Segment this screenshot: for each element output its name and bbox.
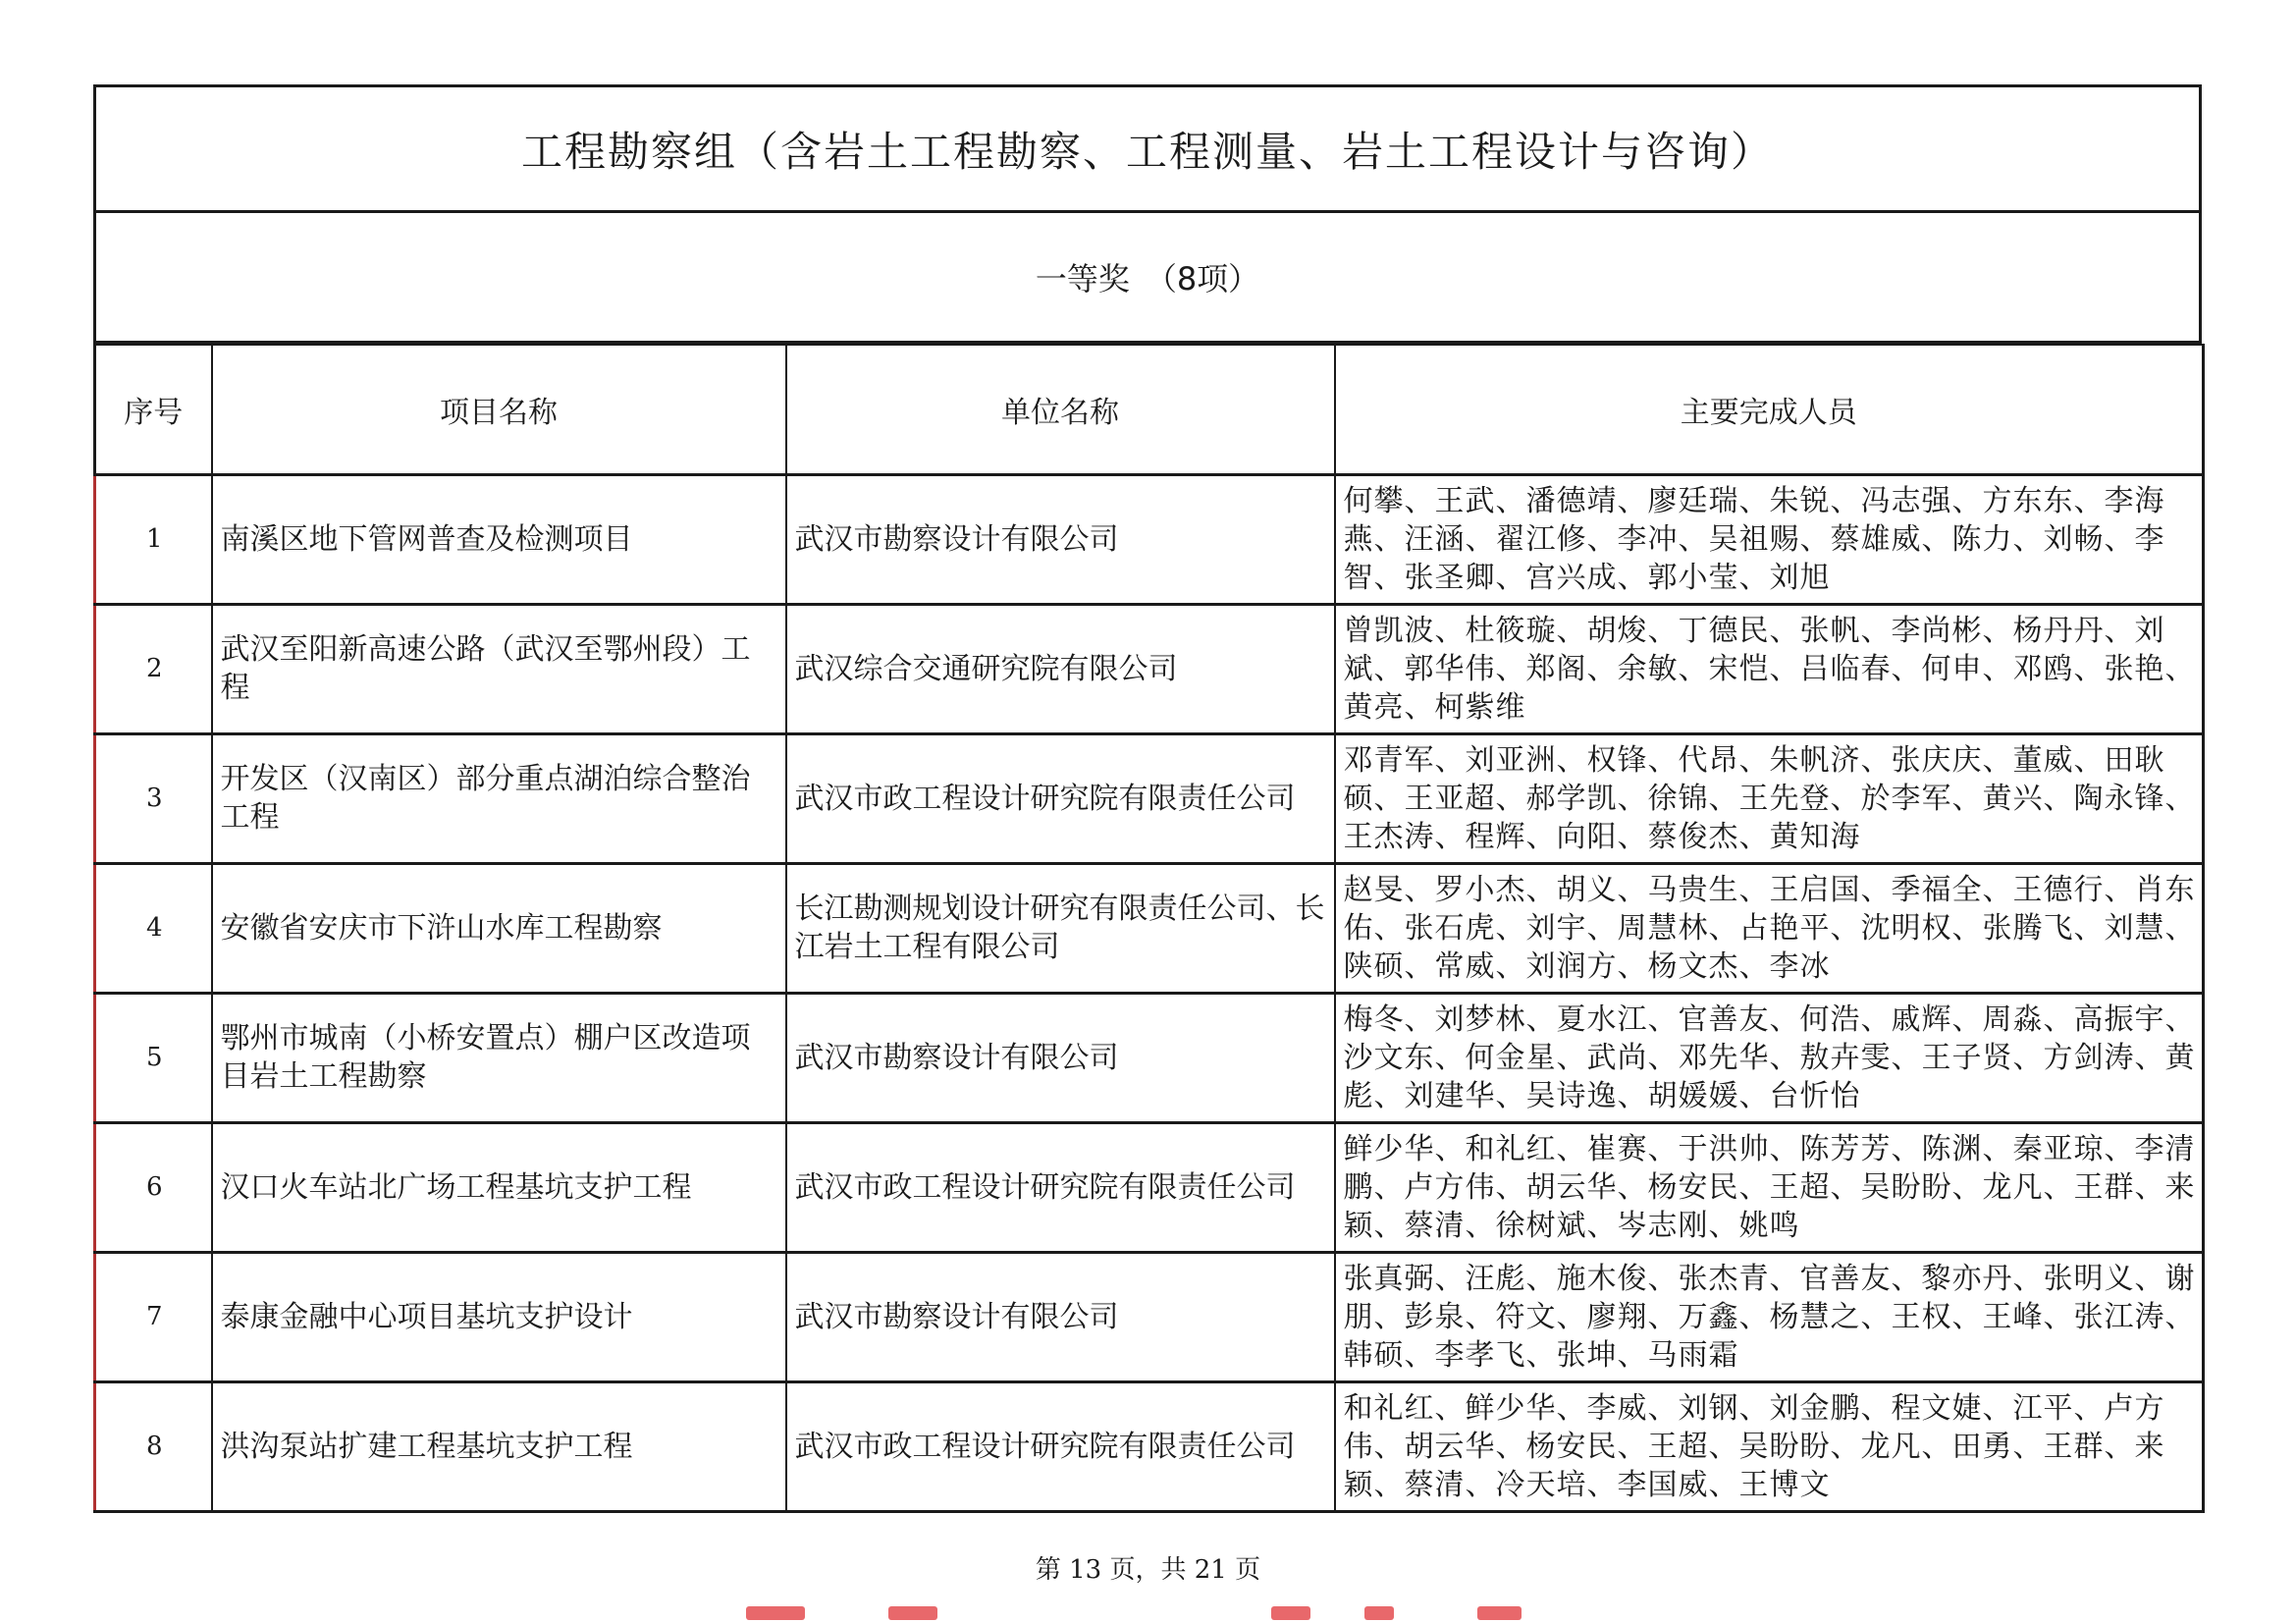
row-number: 5 xyxy=(95,993,212,1122)
award-level-label: 一等奖 （8项） xyxy=(1035,260,1260,298)
main-personnel: 和礼红、鲜少华、李威、刘钢、刘金鹏、程文婕、江平、卢方伟、胡云华、杨安民、王超、吴盼盼、龙凡、田勇、王群、来颖、蔡清、冷天培、李国威、王博文 xyxy=(1335,1381,2204,1511)
row-number: 7 xyxy=(95,1252,212,1381)
project-name: 鄂州市城南（小桥安置点）棚户区改造项目岩土工程勘察 xyxy=(212,993,786,1122)
main-personnel: 张真弼、汪彪、施木俊、张杰青、官善友、黎亦丹、张明义、谢朋、彭泉、符文、廖翔、万鑫、杨慧之、王权、王峰、张江涛、韩硕、李孝飞、张坤、马雨霜 xyxy=(1335,1252,2204,1381)
table-row xyxy=(95,1252,2204,1381)
column-header-unit: 单位名称 xyxy=(786,345,1335,474)
table-header-row xyxy=(95,345,2204,474)
unit-name: 武汉市政工程设计研究院有限责任公司 xyxy=(786,1122,1335,1252)
red-stamp-fragments xyxy=(0,1606,2296,1623)
unit-name: 武汉市政工程设计研究院有限责任公司 xyxy=(786,733,1335,863)
main-personnel: 梅冬、刘梦林、夏水江、官善友、何浩、戚辉、周淼、高振宇、沙文东、何金星、武尚、邓先华、敖卉雯、王子贤、方剑涛、黄彪、刘建华、吴诗逸、胡媛媛、台忻怡 xyxy=(1335,993,2204,1122)
project-name: 洪沟泵站扩建工程基坑支护工程 xyxy=(212,1381,786,1511)
row-number: 8 xyxy=(95,1381,212,1511)
stamp-mark xyxy=(1364,1606,1394,1620)
project-name: 泰康金融中心项目基坑支护设计 xyxy=(212,1252,786,1381)
awards-table xyxy=(93,344,2205,1513)
unit-name: 武汉市勘察设计有限公司 xyxy=(786,1252,1335,1381)
row-number: 6 xyxy=(95,1122,212,1252)
project-name: 武汉至阳新高速公路（武汉至鄂州段）工程 xyxy=(212,604,786,733)
unit-name: 长江勘测规划设计研究有限责任公司、长江岩土工程有限公司 xyxy=(786,863,1335,993)
stamp-mark xyxy=(1271,1606,1310,1620)
main-personnel: 邓青军、刘亚洲、权锋、代昂、朱帆济、张庆庆、董威、田耿硕、王亚超、郝学凯、徐锦、王先登、於李军、黄兴、陶永锋、王杰涛、程辉、向阳、蔡俊杰、黄知海 xyxy=(1335,733,2204,863)
unit-name: 武汉市政工程设计研究院有限责任公司 xyxy=(786,1381,1335,1511)
page-number-footer: 第 13 页，共 21 页 xyxy=(1035,1555,1261,1585)
main-personnel: 赵旻、罗小杰、胡义、马贵生、王启国、季福全、王德行、肖东佑、张石虎、刘宇、周慧林、占艳平、沈明权、张腾飞、刘慧、陕硕、常威、刘润方、杨文杰、李冰 xyxy=(1335,863,2204,993)
unit-name: 武汉市勘察设计有限公司 xyxy=(786,993,1335,1122)
main-personnel: 何攀、王武、潘德靖、廖廷瑞、朱锐、冯志强、方东东、李海燕、汪涵、翟江修、李冲、吴祖赐、蔡雄威、陈力、刘畅、李智、张圣卿、宫兴成、郭小莹、刘旭 xyxy=(1335,474,2204,604)
table-row xyxy=(95,993,2204,1122)
row-number: 1 xyxy=(95,474,212,604)
column-header-no: 序号 xyxy=(95,345,212,474)
unit-name: 武汉市勘察设计有限公司 xyxy=(786,474,1335,604)
main-personnel: 曾凯波、杜筱璇、胡焌、丁德民、张帆、李尚彬、杨丹丹、刘斌、郭华伟、郑阁、余敏、宋恺、吕临春、何申、邓鸥、张艳、黄亮、柯紫维 xyxy=(1335,604,2204,733)
award-table-sheet xyxy=(93,84,2202,1513)
award-level-row xyxy=(93,213,2202,344)
column-header-people: 主要完成人员 xyxy=(1335,345,2204,474)
table-row xyxy=(95,1122,2204,1252)
table-row xyxy=(95,1381,2204,1511)
project-name: 安徽省安庆市下浒山水库工程勘察 xyxy=(212,863,786,993)
table-row xyxy=(95,604,2204,733)
unit-name: 武汉综合交通研究院有限公司 xyxy=(786,604,1335,733)
table-title-row xyxy=(93,84,2202,213)
row-number: 3 xyxy=(95,733,212,863)
row-number: 2 xyxy=(95,604,212,733)
table-row xyxy=(95,733,2204,863)
table-row xyxy=(95,474,2204,604)
stamp-mark xyxy=(746,1606,805,1620)
table-row xyxy=(95,863,2204,993)
column-header-project: 项目名称 xyxy=(212,345,786,474)
stamp-mark xyxy=(1477,1606,1522,1620)
stamp-mark xyxy=(888,1606,937,1620)
project-name: 南溪区地下管网普查及检测项目 xyxy=(212,474,786,604)
project-name: 汉口火车站北广场工程基坑支护工程 xyxy=(212,1122,786,1252)
row-number: 4 xyxy=(95,863,212,993)
table-title: 工程勘察组（含岩土工程勘察、工程测量、岩土工程设计与咨询） xyxy=(520,127,1774,176)
project-name: 开发区（汉南区）部分重点湖泊综合整治工程 xyxy=(212,733,786,863)
main-personnel: 鲜少华、和礼红、崔赛、于洪帅、陈芳芳、陈渊、秦亚琼、李清鹏、卢方伟、胡云华、杨安民、王超、吴盼盼、龙凡、王群、来颖、蔡清、徐树斌、岑志刚、姚鸣 xyxy=(1335,1122,2204,1252)
